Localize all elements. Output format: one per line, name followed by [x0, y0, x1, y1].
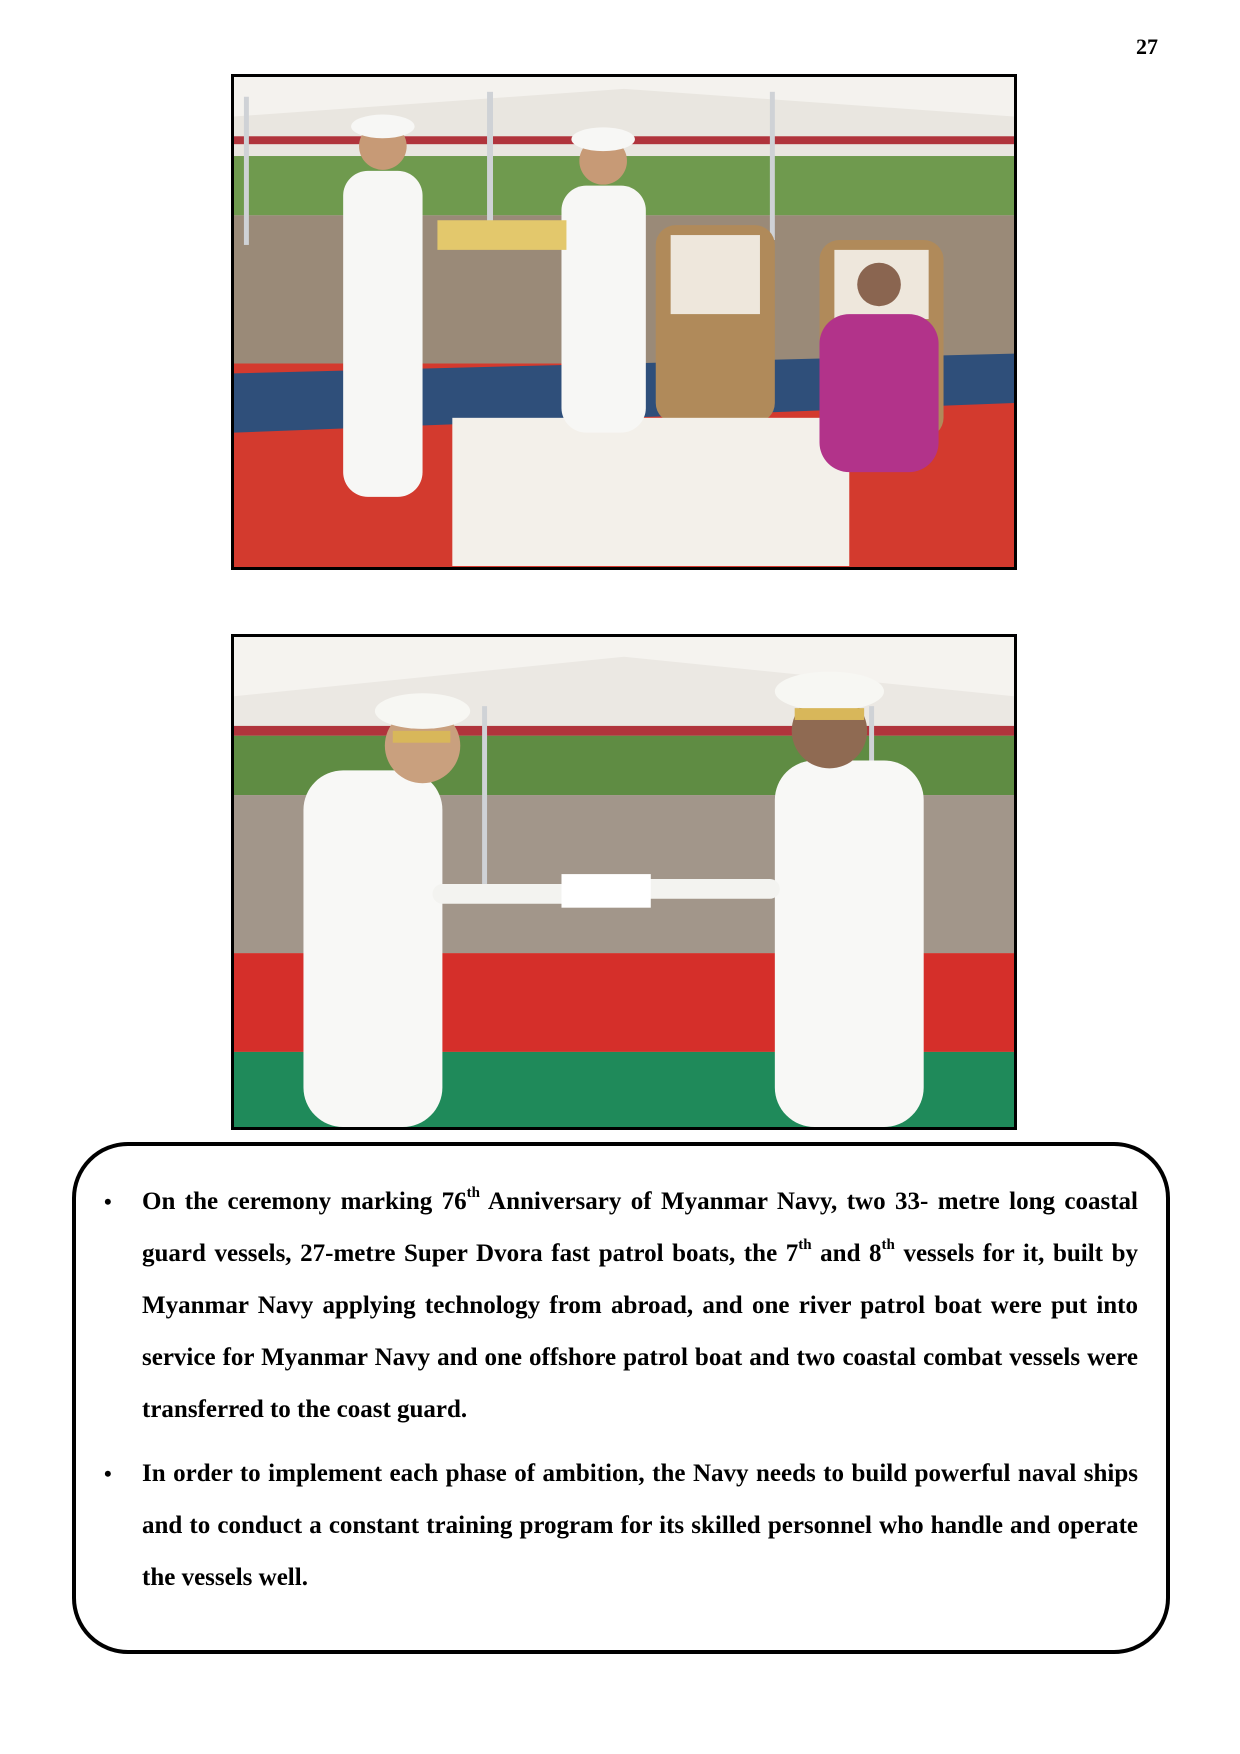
bullet-item	[104, 1176, 1138, 1436]
page-number: 27	[1136, 34, 1158, 59]
bullet-item	[104, 1448, 1138, 1604]
bullet-text: In order to implement each phase of ambition, the Navy needs to build powerful naval ships and to conduct a constant training program for its skilled personnel who handle and operate the vessels well.	[142, 1460, 1138, 1591]
ceremony-photo-document-handover	[231, 634, 1017, 1130]
bullet-icon: •	[104, 1189, 112, 1214]
bullet-icon: •	[104, 1461, 112, 1486]
ceremony-photo-model-presentation	[231, 74, 1017, 570]
bullet-list	[104, 1176, 1138, 1604]
caption-box	[72, 1142, 1170, 1654]
bullet-text: On the ceremony marking 76th Anniversary of Myanmar Navy, two 33- metre long coastal guard vessels, 27-metre Super Dvora fast patrol boats, the 7th and 8th vessels for it, built by Myanmar Navy applying technology from abroad, and one river patrol boat were put into service for Myanmar Navy and one offshore patrol boat and two coastal combat vessels were transferred to the coast guard.	[142, 1184, 1138, 1423]
